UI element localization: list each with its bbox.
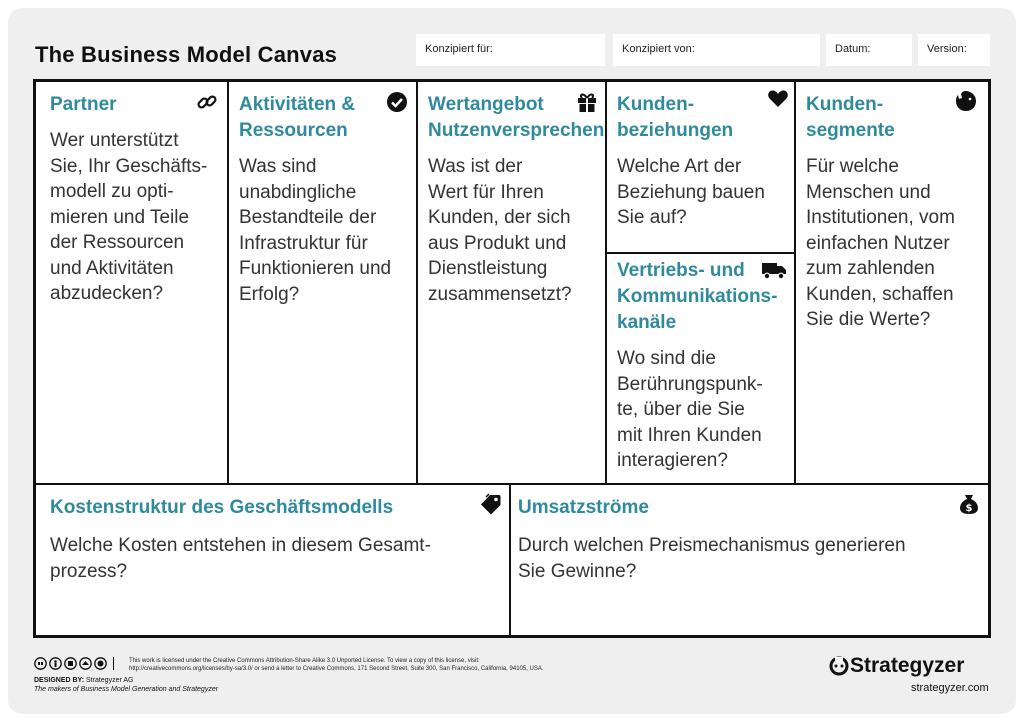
head-icon	[955, 90, 977, 112]
brand-url[interactable]: strategyzer.com	[911, 682, 989, 694]
block-value-proposition[interactable]	[418, 82, 605, 483]
makers-tagline: The makers of Business Model Generation and Strategyzer	[34, 686, 219, 693]
designed-by-field[interactable]: Konzipiert von:	[613, 34, 820, 66]
block-channels[interactable]	[607, 254, 794, 483]
block-partner[interactable]	[36, 82, 227, 483]
money-bag-icon	[958, 493, 980, 515]
block-customer-segments[interactable]	[796, 82, 988, 483]
block-heading: kanäle	[617, 312, 677, 333]
block-heading: Kommunikations-	[617, 286, 778, 307]
block-activities-resources[interactable]	[229, 82, 416, 483]
block-question: Wo sind die Berührungspunk- te, über die Sie mit Ihren Kunden interagieren?	[617, 348, 763, 471]
check-circle-icon	[386, 91, 408, 113]
designed-by-label: DESIGNED BY:	[34, 677, 85, 684]
version-field[interactable]: Version:	[918, 34, 990, 66]
block-question: Welche Art der Beziehung bauen Sie auf?	[617, 156, 765, 228]
block-customer-relationships[interactable]	[607, 82, 794, 252]
strategyzer-logo-icon	[829, 656, 849, 676]
block-question: Durch welchen Preismechanismus generieren Sie Gewinne?	[518, 535, 906, 582]
block-heading: Ressourcen	[239, 120, 348, 141]
date-field[interactable]: Datum:	[826, 34, 912, 66]
business-model-canvas	[33, 79, 991, 638]
truck-icon	[761, 260, 787, 280]
designed-for-field[interactable]: Konzipiert für:	[416, 34, 605, 66]
block-heading: Kunden-	[806, 94, 884, 115]
block-heading: beziehungen	[617, 120, 734, 141]
block-cost-structure[interactable]	[36, 485, 509, 638]
block-question: Was sind unabdingliche Bestandteile der Infrastruktur für Funktionieren und Erfolg?	[239, 156, 392, 305]
creative-commons-icons	[34, 657, 120, 670]
block-heading: Vertriebs- und	[617, 260, 745, 281]
block-question: Wer unterstützt Sie, Ihr Geschäfts- modell zu opti- mieren und Teile der Ressourcen und Aktivitäten abzudecken?	[50, 130, 208, 304]
block-revenue-streams[interactable]	[511, 485, 988, 638]
block-question: Für welche Menschen und Institutionen, vom einfachen Nutzer zum zahlenden Kunden, schaffen Sie die Werte?	[806, 156, 955, 330]
page-title: The Business Model Canvas	[35, 42, 338, 67]
block-heading: Umsatzströme	[518, 497, 649, 518]
license-text: This work is licensed under the Creative Commons Attribution-Share Alike 3.0 Unported License. To view a copy of this license, visit:	[129, 658, 480, 664]
tag-icon	[480, 493, 502, 515]
block-heading: Wertangebot	[428, 94, 544, 115]
license-text: http://creativecommons.org/licenses/by-sa/3.0/ or send a letter to Creative Commons, 171 Second Street, Suite 300, San Francisco, California, 94105, USA.	[129, 666, 544, 672]
block-heading: Partner	[50, 94, 117, 115]
block-heading: Kostenstruktur des Geschäftsmodells	[50, 497, 394, 518]
block-heading: Kunden-	[617, 94, 695, 115]
heart-icon	[767, 88, 789, 110]
designed-by-value: Strategyzer AG	[86, 677, 134, 684]
cc-license-icon	[34, 657, 120, 670]
block-heading: Aktivitäten &	[239, 94, 356, 115]
svg-text:$: $	[965, 503, 973, 514]
brand-name: Strategyzer	[850, 654, 965, 677]
block-question: Was ist der Wert für Ihren Kunden, der sich aus Produkt und Dienstleistung zusammensetzt?	[428, 156, 572, 305]
block-heading: segmente	[806, 120, 895, 141]
link-icon	[196, 91, 218, 113]
block-question: Welche Kosten entstehen in diesem Gesamt- prozess?	[50, 535, 431, 582]
designed-by	[34, 677, 133, 684]
block-heading: Nutzenversprechen	[428, 120, 605, 141]
gift-icon	[576, 91, 598, 113]
